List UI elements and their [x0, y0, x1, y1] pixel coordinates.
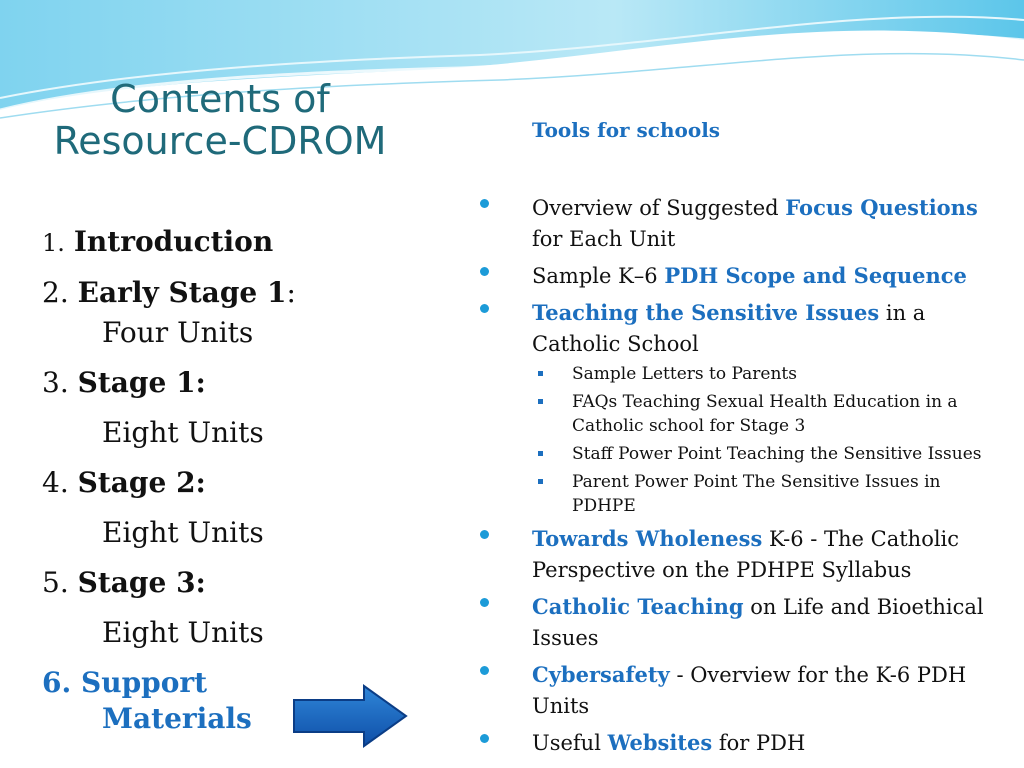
bullet-icon	[480, 734, 489, 743]
towards-wholeness-link: Towards Wholeness	[532, 526, 763, 551]
square-bullet-icon	[538, 451, 543, 456]
support-materials-line2: Materials	[102, 702, 252, 735]
sublist-item: FAQs Teaching Sexual Health Education in a Catholic school for Stage 3	[532, 390, 1000, 438]
sublist-item: Parent Power Point The Sensitive Issues in PDHPE	[532, 470, 1000, 518]
list-item: Sample K–6 PDH Scope and Sequence	[480, 260, 1000, 292]
list-subitem: Eight Units	[102, 516, 264, 549]
list-item: 1. Introduction	[42, 225, 274, 258]
sublist-item: Sample Letters to Parents	[532, 362, 1000, 386]
right-arrow-icon	[292, 684, 410, 748]
catholic-teaching-link: Catholic Teaching	[532, 594, 744, 619]
list-subitem: Four Units	[102, 316, 254, 349]
bullet-icon	[480, 199, 489, 208]
cybersafety-link: Cybersafety	[532, 662, 670, 687]
bullet-icon	[480, 598, 489, 607]
scope-sequence-link: PDH Scope and Sequence	[664, 263, 967, 288]
list-item: 2. Early Stage 1:	[42, 276, 296, 309]
list-item: 5. Stage 3:	[42, 566, 206, 599]
list-subitem: Eight Units	[102, 616, 264, 649]
tools-heading: Tools for schools	[532, 118, 721, 142]
list-item: Towards Wholeness K-6 - The Catholic Perspective on the PDHPE Syllabus	[480, 523, 1000, 586]
support-materials-item: 6. Support	[42, 666, 208, 699]
contents-list	[42, 222, 342, 739]
square-bullet-icon	[538, 479, 543, 484]
bullet-icon	[480, 267, 489, 276]
square-bullet-icon	[538, 399, 543, 404]
list-item: 4. Stage 2:	[42, 466, 206, 499]
sublist-item: Staff Power Point Teaching the Sensitive Issues	[532, 442, 1000, 466]
sensitive-issues-link: Teaching the Sensitive Issues	[532, 300, 880, 325]
list-item: 3. Stage 1:	[42, 366, 206, 399]
list-subitem: Eight Units	[102, 416, 264, 449]
page-title	[20, 78, 420, 162]
square-bullet-icon	[538, 371, 543, 376]
websites-link: Websites	[607, 730, 713, 755]
focus-questions-link: Focus Questions	[785, 195, 978, 220]
title-line-1: Contents of	[110, 77, 330, 121]
list-item: Catholic Teaching on Life and Bioethical Issues	[480, 591, 1000, 654]
tools-list	[480, 192, 1000, 764]
list-item: Useful Websites for PDH	[480, 727, 1000, 759]
sensitive-issues-sublist	[532, 362, 1000, 518]
title-line-2: Resource-CDROM	[53, 119, 387, 163]
list-item: Cybersafety - Overview for the K-6 PDH Units	[480, 659, 1000, 722]
list-item: Teaching the Sensitive Issues in a Catholic School Sample Letters to Parents FAQs Teaching Sexual Health Education in a Catholic school for Stage 3 Staff Power Point Teaching the Sensitive Issues Parent Power Point The Sensitive Issues in PDHPE	[480, 297, 1000, 518]
bullet-icon	[480, 530, 489, 539]
bullet-icon	[480, 304, 489, 313]
list-item: Overview of Suggested Focus Questions for Each Unit	[480, 192, 1000, 255]
bullet-icon	[480, 666, 489, 675]
